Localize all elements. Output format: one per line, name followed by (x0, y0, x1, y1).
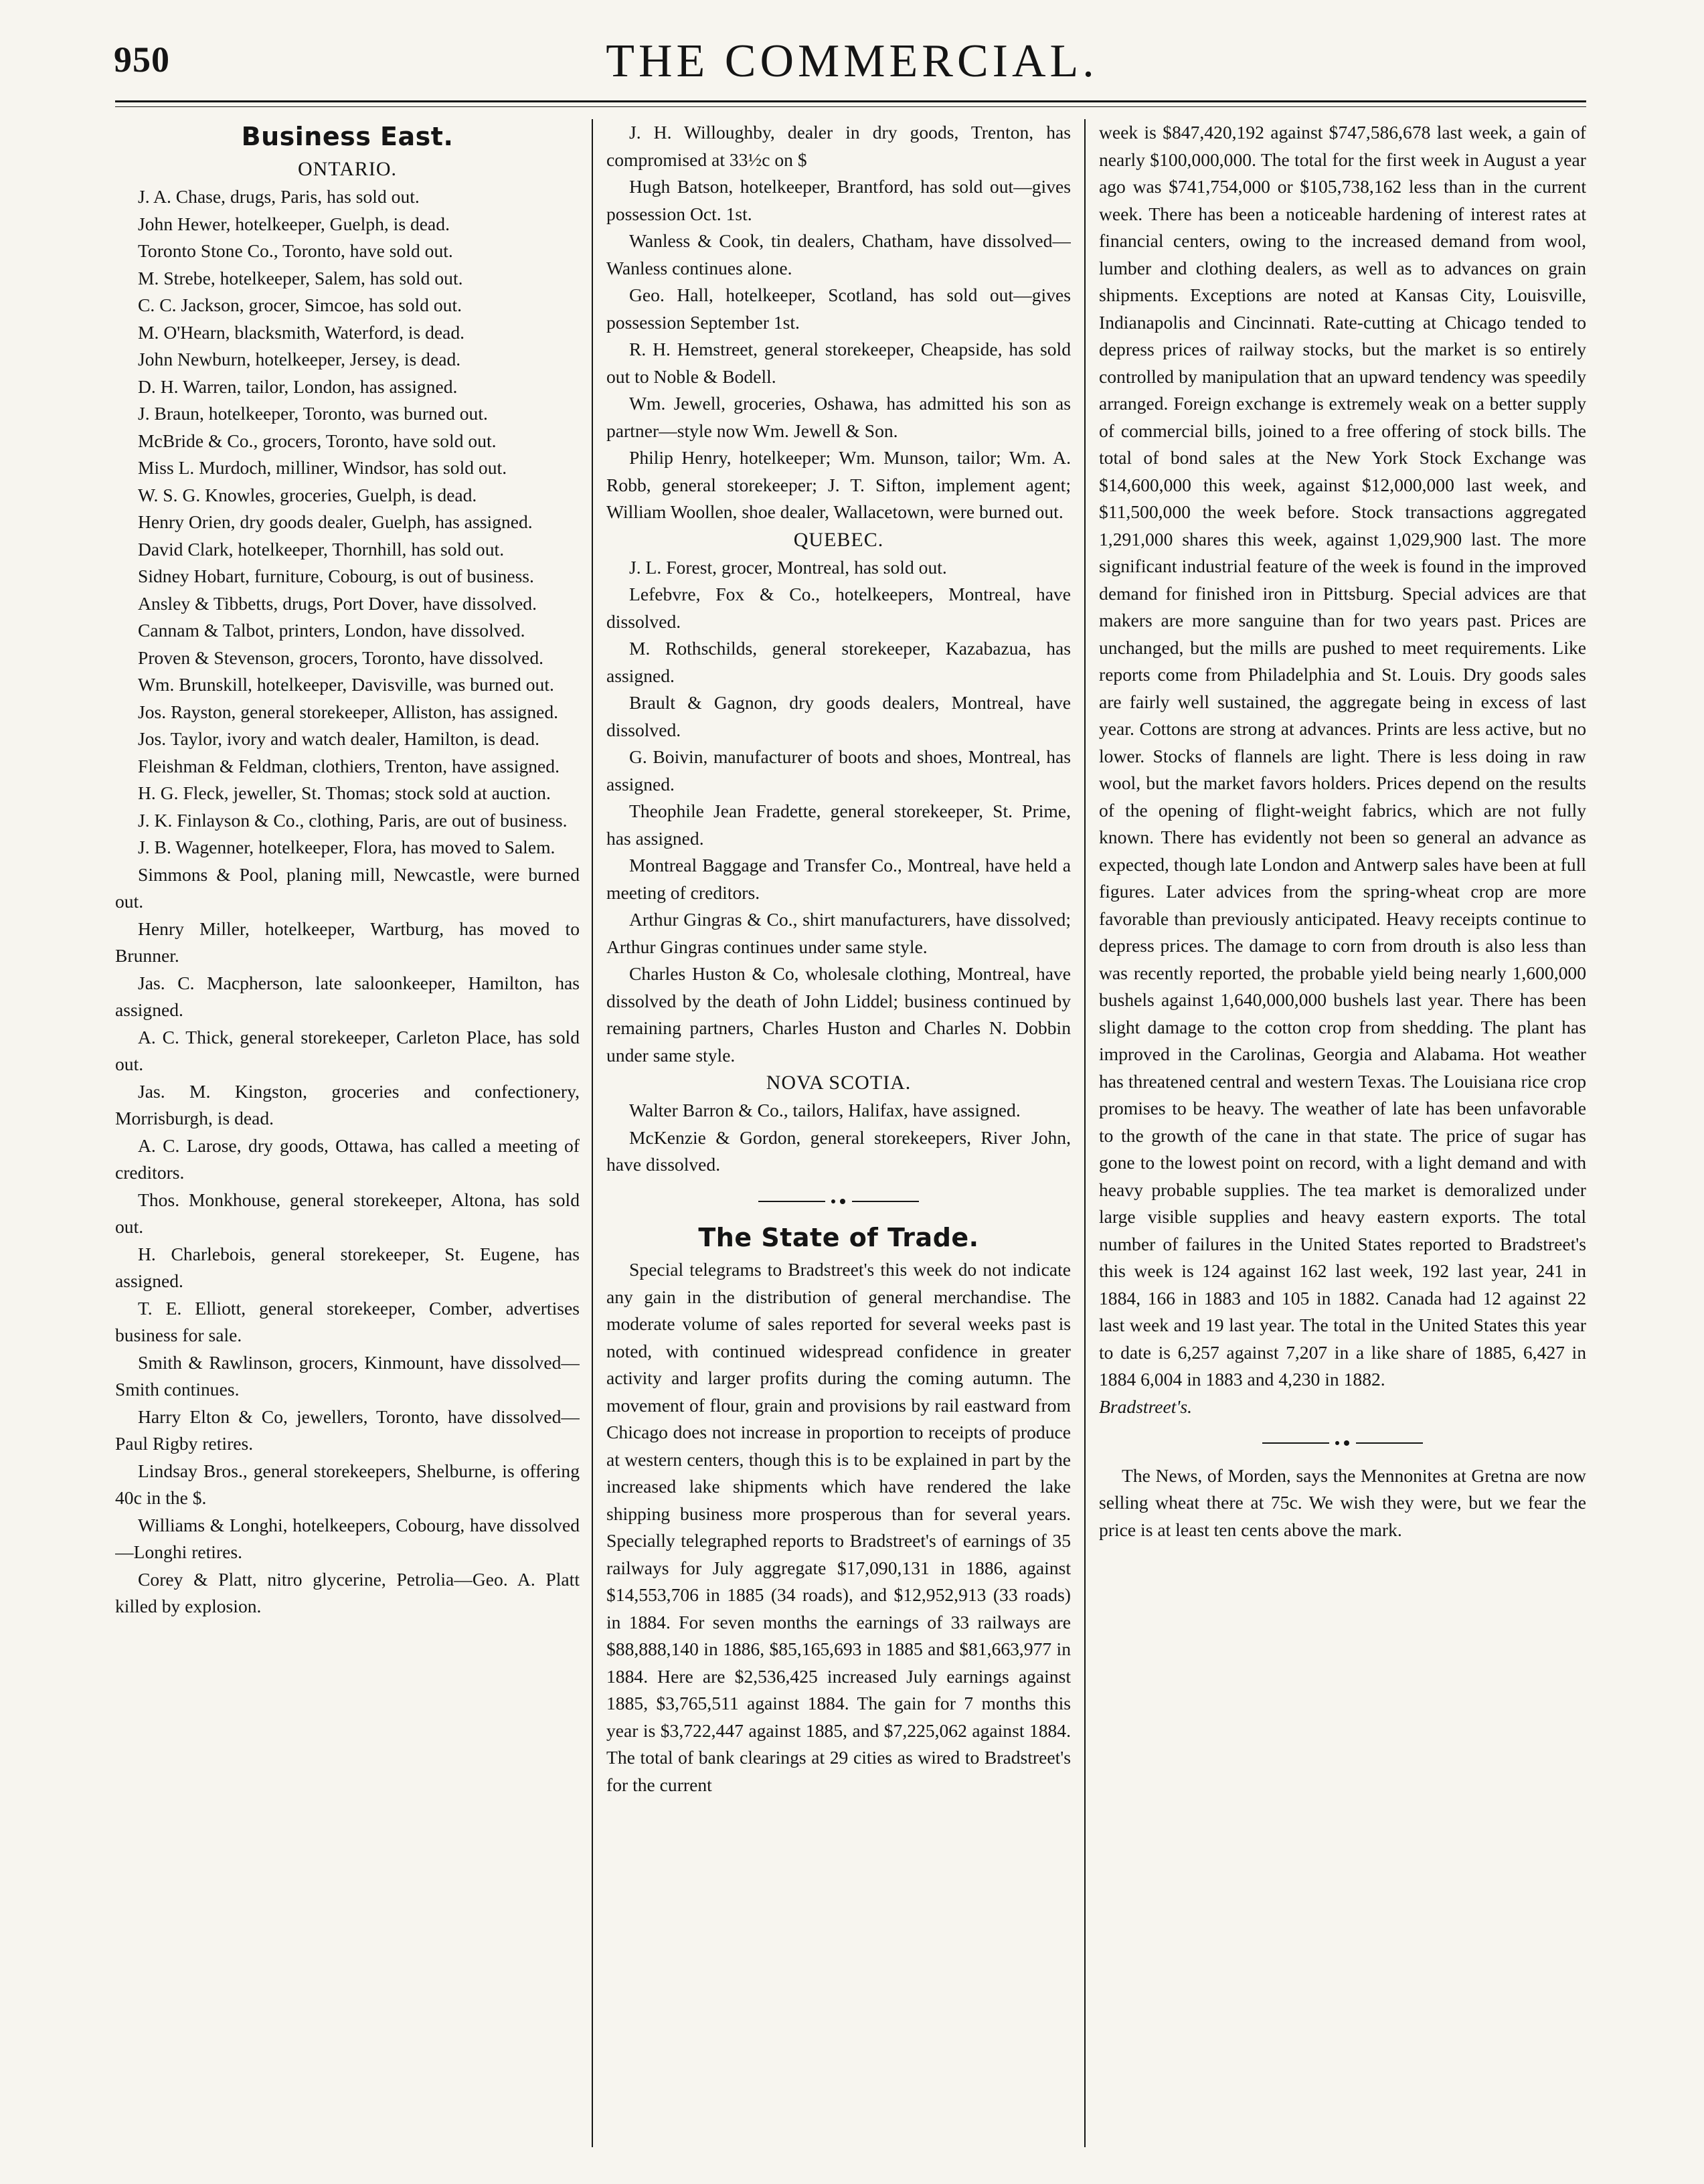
ontario-list-item: Lindsay Bros., general storekeepers, Shelburne, is offering 40c in the $. (115, 1460, 580, 1508)
ontario-list-item: J. A. Chase, drugs, Paris, has sold out. (138, 186, 420, 207)
column-1 (115, 119, 580, 2154)
ontario-list-item: R. H. Hemstreet, general storekeeper, Cheapside, has sold out to Noble & Bodell. (606, 339, 1071, 387)
ontario-list-item: J. Braun, hotelkeeper, Toronto, was burned out. (138, 403, 488, 424)
ontario-list-item: Hugh Batson, hotelkeeper, Brantford, has sold out—gives possession Oct. 1st. (606, 176, 1071, 224)
ontario-list-item: Jas. C. Macpherson, late saloonkeeper, Hamilton, has assigned. (115, 972, 580, 1020)
column-3 (1099, 119, 1586, 2154)
nova-scotia-list (606, 1097, 1071, 1179)
ontario-list-item: Wanless & Cook, tin dealers, Chatham, have dissolved—Wanless continues alone. (606, 230, 1071, 278)
ontario-list-item: H. G. Fleck, jeweller, St. Thomas; stock sold at auction. (138, 782, 551, 803)
ontario-list-item: Miss L. Murdoch, milliner, Windsor, has sold out. (138, 457, 507, 478)
ontario-list-item: Harry Elton & Co, jewellers, Toronto, have dissolved—Paul Rigby retires. (115, 1406, 580, 1454)
column-rule-left (592, 119, 593, 2147)
ontario-list-item: Cannam & Talbot, printers, London, have dissolved. (138, 620, 525, 641)
ontario-list-item: John Hewer, hotelkeeper, Guelph, is dead. (138, 213, 450, 234)
state-of-trade-heading: The State of Trade. (698, 1223, 979, 1252)
quebec-list-item: Theophile Jean Fradette, general storekeeper, St. Prime, has assigned. (606, 801, 1071, 849)
quebec-heading: QUEBEC. (793, 528, 884, 551)
ontario-list-item: Sidney Hobart, furniture, Cobourg, is out of business. (138, 566, 534, 586)
nova-scotia-list-item: Walter Barron & Co., tailors, Halifax, have assigned. (629, 1100, 1021, 1120)
ontario-list-item: Jos. Taylor, ivory and watch dealer, Hamilton, is dead. (138, 728, 539, 749)
column-rule-right (1084, 119, 1086, 2147)
ontario-list-item: M. Strebe, hotelkeeper, Salem, has sold out. (138, 267, 463, 288)
state-of-trade-source: Bradstreet's. (1099, 1396, 1193, 1417)
ontario-list-item: Fleishman & Feldman, clothiers, Trenton, have assigned. (138, 755, 560, 776)
quebec-list-item: Lefebvre, Fox & Co., hotelkeepers, Montreal, have dissolved. (606, 584, 1071, 632)
ontario-list-item: Wm. Jewell, groceries, Oshawa, has admitted his son as partner—style now Wm. Jewell & Son. (606, 393, 1071, 441)
ontario-list-item: D. H. Warren, tailor, London, has assigned. (138, 375, 458, 397)
nova-scotia-heading: NOVA SCOTIA. (766, 1072, 912, 1094)
ontario-list-item: W. S. G. Knowles, groceries, Guelph, is dead. (138, 484, 477, 505)
ontario-list-item: Williams & Longhi, hotelkeepers, Cobourg, have dissolved—Longhi retires. (115, 1514, 580, 1562)
ontario-list-item: T. E. Elliott, general storekeeper, Comber, advertises business for sale. (115, 1297, 580, 1345)
quebec-list-item: Charles Huston & Co, wholesale clothing, Montreal, have dissolved by the death of John Liddel; business continued by remaining partners, Charles Huston and Charles N. Dobbin under same style. (606, 963, 1071, 1066)
ontario-list-item: J. K. Finlayson & Co., clothing, Paris, are out of business. (138, 809, 568, 831)
ontario-list-item: M. O'Hearn, blacksmith, Waterford, is dead. (138, 321, 465, 343)
ontario-list (115, 183, 580, 1620)
ontario-list-item: A. C. Larose, dry goods, Ottawa, has called a meeting of creditors. (115, 1135, 580, 1183)
state-of-trade-paragraph-part2: week is $847,420,192 against $747,586,678 last week, a gain of nearly $100,000,000. The total for the first week in August a year ago was $741,754,000 or $105,738,162 less than in the current week. There has been a noticeable hardening of interest rates at financial centers, owing to the increased demand from wool, lumber and clothing dealers, as well as to advances on grain shipments. Exceptions are noted at Kansas City, Louisville, Indianapolis and Cincinnati. Rate-cutting at Chicago tended to depress prices of railway stocks, but the market is so entirely controlled by manipulation that an upward tendency was speedily arranged. Foreign exchange is extremely weak on a better supply of commercial bills, joined to a free offering of stock bills. The total of bond sales at the New York Stock Exchange was $14,600,000 this week, against $12,000,000 last week, and $11,500,000 the week before. Stock transactions aggregated 1,291,000 shares this week, against 1,029,900 last. The more significant industrial feature of the week is found in the improved demand for finished iron in Pittsburg. Special advices are that makers are more sanguine than for two years past. Prices are unchanged, but the mills are pushed to meet requirements. Like reports come from Philadelphia and St. Louis. Dry goods sales are fairly well sustained, the aggregate being in excess of last year. Cottons are strong at advances. Prints are less active, but no lower. Stocks of flannels are light. There is less doing in raw wool, but the market favors holders. Prices depend on the results of the opening of flight-weight fabrics, which are not fully known. There has evidently not been so general an advance as expected, though late London and Antwerp sales have been at full figures. Later advices from the spring-wheat crop are more favorable than previously anticipated. Heavy receipts continue to depress prices. The damage to corn from drouth is also less than was recently reported, the probable yield being nearly 1,600,000 bushels against 1,640,000,000 bushels last year. There has been slight damage to the cotton crop from shedding. The plant has improved in the Carolinas, Georgia and Alabama. Hot weather has threatened central and western Texas. The Louisiana rice crop promises to be heavy. The weather of late has been unfavorable to the growth of the cane in that state. The price of sugar has gone to the lowest point on record, with a light demand and with heavy probable supplies. The tea market is demoralized under large visible supplies and heavy eastern exports. The total number of failures in the United States reported to Bradstreet's this week is 124 against 162 last week, 192 last year, 241 in 1884, 166 in 1883 and 105 in 1882. Canada had 12 against 22 last week and 19 last year. The total in the United States this year to date is 6,257 against 7,207 in a like share of 1885, 6,427 in 1884 6,004 in 1883 and 4,230 in 1882. (1099, 122, 1586, 1390)
state-of-trade-paragraph-part1: Special telegrams to Bradstreet's this week do not indicate any gain in the distribution of general merchandise. The moderate volume of sales reported for several weeks past is noted, with continued widespread confidence in greater activity and larger profits during the coming autumn. The movement of flour, grain and provisions by rail eastward from Chicago does not increase in proportion to receipts of produce at western centers, though this is to be explained in part by the increased lake shipments which have rendered the lake shipping business more prosperous than for several years. Specially telegraphed reports to Bradstreet's of earnings of 35 railways for July aggregate $17,090,131 in 1886, against $14,553,706 in 1885 (34 roads), and $12,952,913 (33 roads) in 1884. For seven months the earnings of 33 railways are $88,888,140 in 1886, $85,165,693 in 1885 and $81,663,977 in 1884. Here are $2,536,425 increased July earnings against 1885, $3,765,511 against 1884. The gain for 7 months this year is $3,722,447 against 1885, and $7,225,062 against 1884. The total of bank clearings at 29 cities as wired to Bradstreet's for the current (606, 1259, 1071, 1795)
business-east-heading: Business East. (241, 122, 454, 151)
page-number: 950 (114, 39, 170, 80)
ontario-list-item: Geo. Hall, hotelkeeper, Scotland, has sold out—gives possession September 1st. (606, 284, 1071, 333)
ontario-list-item: Jos. Rayston, general storekeeper, Alliston, has assigned. (138, 701, 559, 722)
news-item: The News, of Morden, says the Mennonites at Gretna are now selling wheat there at 75c. We wish they were, but we fear the price is at least ten cents above the mark. (1099, 1464, 1586, 1540)
ontario-list-item: Ansley & Tibbetts, drugs, Port Dover, have dissolved. (138, 592, 537, 614)
quebec-list-item: Arthur Gingras & Co., shirt manufacturers, have dissolved; Arthur Gingras continues under same style. (606, 909, 1071, 957)
ontario-list-item: J. H. Willoughby, dealer in dry goods, Trenton, has compromised at 33½c on $ (606, 122, 1071, 170)
quebec-list-item: Montreal Baggage and Transfer Co., Montreal, have held a meeting of creditors. (606, 855, 1071, 903)
ontario-list-item: Henry Orien, dry goods dealer, Guelph, has assigned. (138, 511, 533, 532)
ontario-list-item: H. Charlebois, general storekeeper, St. Eugene, has assigned. (115, 1243, 580, 1291)
section-divider (606, 1187, 1071, 1214)
ontario-list-item: A. C. Thick, general storekeeper, Carleton Place, has sold out. (115, 1026, 580, 1074)
quebec-list-item: Brault & Gagnon, dry goods dealers, Montreal, have dissolved. (606, 692, 1071, 740)
ontario-list-item: Jas. M. Kingston, groceries and confectionery, Morrisburgh, is dead. (115, 1080, 580, 1128)
ontario-list-item: J. B. Wagenner, hotelkeeper, Flora, has moved to Salem. (138, 837, 556, 857)
ontario-list-item: McBride & Co., grocers, Toronto, have sold out. (138, 430, 497, 451)
quebec-list-item: J. L. Forest, grocer, Montreal, has sold out. (629, 556, 947, 578)
ontario-continued-list (606, 119, 1071, 526)
nova-scotia-list-item: McKenzie & Gordon, general storekeepers, River John, have dissolved. (606, 1126, 1071, 1175)
quebec-list (606, 554, 1071, 1070)
header-rule (115, 100, 1586, 107)
ontario-list-item: C. C. Jackson, grocer, Simcoe, has sold out. (138, 295, 462, 315)
quebec-list-item: M. Rothschilds, general storekeeper, Kazabazua, has assigned. (606, 638, 1071, 686)
masthead-title: THE COMMERCIAL. (606, 35, 1098, 87)
ontario-list-item: Proven & Stevenson, grocers, Toronto, have dissolved. (138, 647, 544, 668)
ontario-list-item: Thos. Monkhouse, general storekeeper, Altona, has sold out. (115, 1189, 580, 1237)
ontario-list-item: Wm. Brunskill, hotelkeeper, Davisville, was burned out. (138, 674, 554, 695)
ontario-list-item: Corey & Platt, nitro glycerine, Petrolia—Geo. A. Platt killed by explosion. (115, 1568, 580, 1616)
column-2 (606, 119, 1071, 2154)
ontario-heading: ONTARIO. (297, 158, 398, 180)
ontario-list-item: Philip Henry, hotelkeeper; Wm. Munson, tailor; Wm. A. Robb, general storekeeper; J. T. Sifton, implement agent; William Woollen, shoe dealer, Wallacetown, were burned out. (606, 447, 1071, 522)
ontario-list-item: Simmons & Pool, planing mill, Newcastle, were burned out. (115, 863, 580, 912)
ontario-list-item: Smith & Rawlinson, grocers, Kinmount, have dissolved—Smith continues. (115, 1351, 580, 1400)
quebec-list-item: G. Boivin, manufacturer of boots and shoes, Montreal, has assigned. (606, 746, 1071, 794)
ontario-list-item: Toronto Stone Co., Toronto, have sold out. (138, 240, 453, 261)
section-divider-2 (1099, 1428, 1586, 1456)
ontario-list-item: John Newburn, hotelkeeper, Jersey, is dead. (138, 349, 461, 369)
ontario-list-item: Henry Miller, hotelkeeper, Wartburg, has moved to Brunner. (115, 918, 580, 966)
ontario-list-item: David Clark, hotelkeeper, Thornhill, has sold out. (138, 538, 505, 560)
